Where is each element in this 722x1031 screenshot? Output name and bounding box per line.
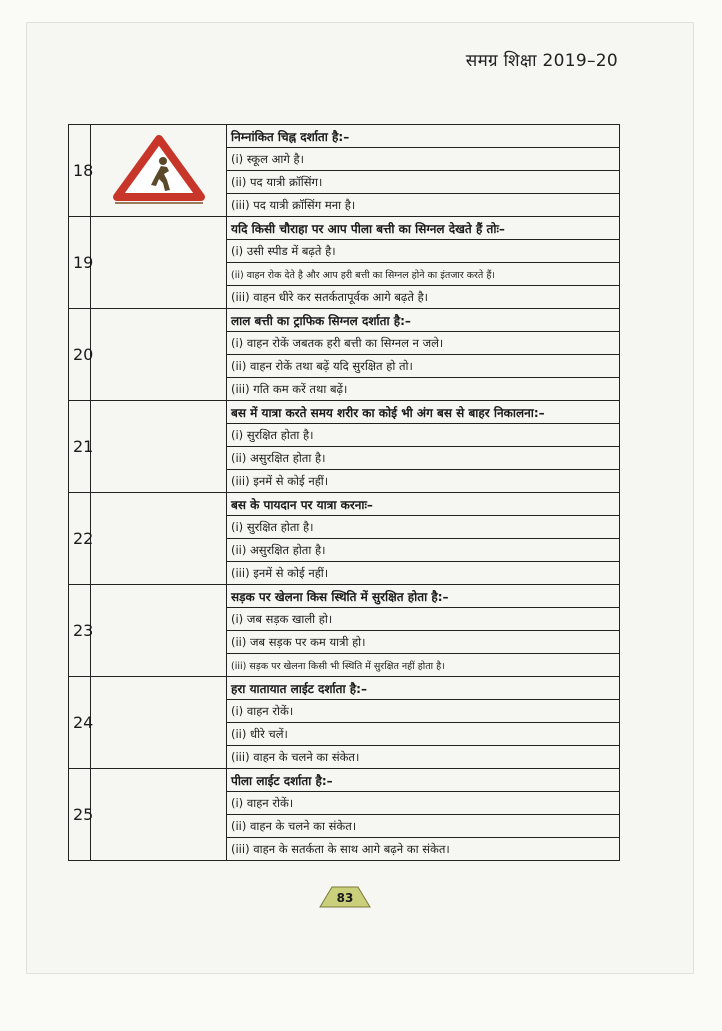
option-text: (ii) जब सड़क पर कम यात्री हो। (227, 631, 620, 654)
option-text: (iii) वाहन धीरे कर सतर्कतापूर्वक आगे बढ़ते है। (227, 286, 620, 309)
question-row (69, 401, 620, 424)
option-text: (ii) धीरे चलें। (227, 723, 620, 746)
question-image-cell (91, 217, 227, 309)
option-text: (iii) पद यात्री क्रॉसिंग मना है। (227, 194, 620, 217)
question-text: यदि किसी चौराहा पर आप पीला बत्ती का सिग्नल देखते हैं तोः– (227, 217, 620, 240)
option-text: (ii) असुरक्षित होता है। (227, 539, 620, 562)
option-text: (ii) वाहन के चलने का संकेत। (227, 815, 620, 838)
question-number: 25 (69, 769, 91, 861)
option-text: (i) उसी स्पीड में बढ़ते है। (227, 240, 620, 263)
option-text: (iii) इनमें से कोई नहीं। (227, 470, 620, 493)
question-image-cell (91, 125, 227, 217)
question-text: हरा यातायात लाईट दर्शाता है:– (227, 677, 620, 700)
question-text: बस के पायदान पर यात्रा करनाः– (227, 493, 620, 516)
question-row (69, 677, 620, 700)
question-table-body (69, 125, 620, 861)
option-text: (i) जब सड़क खाली हो। (227, 608, 620, 631)
question-table (68, 124, 620, 861)
question-row (69, 493, 620, 516)
question-row (69, 217, 620, 240)
option-text: (i) सुरक्षित होता है। (227, 516, 620, 539)
option-text: (i) स्कूल आगे है। (227, 148, 620, 171)
question-row (69, 125, 620, 148)
question-image-cell (91, 677, 227, 769)
question-row (69, 309, 620, 332)
question-image-cell (91, 585, 227, 677)
question-image-cell (91, 769, 227, 861)
question-text: निम्नांकित चिह्न दर्शाता है:– (227, 125, 620, 148)
option-text: (iii) वाहन के चलने का संकेत। (227, 746, 620, 769)
option-text: (i) सुरक्षित होता है। (227, 424, 620, 447)
option-text: (iii) गति कम करें तथा बढ़ें। (227, 378, 620, 401)
question-row (69, 769, 620, 792)
question-number: 21 (69, 401, 91, 493)
question-number: 22 (69, 493, 91, 585)
question-number: 24 (69, 677, 91, 769)
option-text: (iii) इनमें से कोई नहीं। (227, 562, 620, 585)
question-number: 20 (69, 309, 91, 401)
option-text: (ii) वाहन रोकें तथा बढ़ें यदि सुरक्षित हो तो। (227, 355, 620, 378)
page-header-title: समग्र शिक्षा 2019–20 (465, 51, 618, 71)
question-image-cell (91, 401, 227, 493)
pedestrian-crossing-sign-icon (111, 133, 207, 205)
question-row (69, 585, 620, 608)
page-number-badge (318, 886, 372, 908)
question-text: लाल बत्ती का ट्राफिक सिग्नल दर्शाता है:– (227, 309, 620, 332)
option-text: (i) वाहन रोकें। (227, 792, 620, 815)
option-text: (iii) सड़क पर खेलना किसी भी स्थिति में सुरक्षित नहीं होता है। (227, 654, 620, 677)
option-text: (i) वाहन रोकें जबतक हरी बत्ती का सिग्नल न जले। (227, 332, 620, 355)
question-image-cell (91, 309, 227, 401)
option-text: (ii) वाहन रोक देते है और आप हरी बत्ती का सिग्नल होने का इंतजार करते हैं। (227, 263, 620, 286)
question-text: सड़क पर खेलना किस स्थिति में सुरक्षित होता है:– (227, 585, 620, 608)
option-text: (i) वाहन रोकें। (227, 700, 620, 723)
option-text: (iii) वाहन के सतर्कता के साथ आगे बढ़ने का संकेत। (227, 838, 620, 861)
question-number: 19 (69, 217, 91, 309)
question-number: 18 (69, 125, 91, 217)
question-number: 23 (69, 585, 91, 677)
question-text: पीला लाईट दर्शाता है:– (227, 769, 620, 792)
page-number: 83 (336, 891, 354, 905)
question-text: बस में यात्रा करते समय शरीर का कोई भी अंग बस से बाहर निकालना:– (227, 401, 620, 424)
question-image-cell (91, 493, 227, 585)
option-text: (ii) पद यात्री क्रॉसिंग। (227, 171, 620, 194)
option-text: (ii) असुरक्षित होता है। (227, 447, 620, 470)
